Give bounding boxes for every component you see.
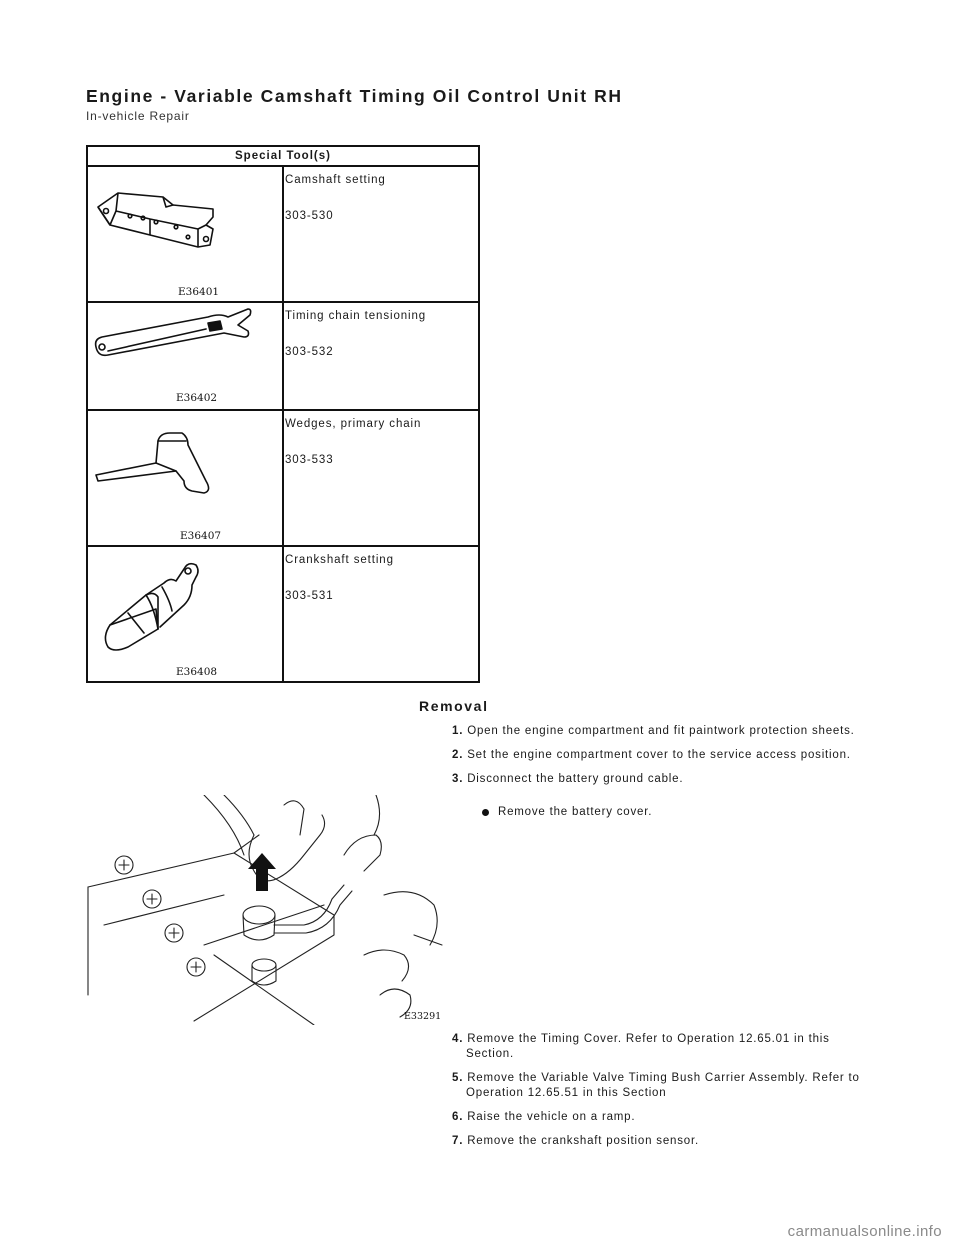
tool-row [87,410,479,546]
tool-name: Crankshaft setting [285,554,394,566]
step-item [452,772,872,787]
tool-number: 303-530 [285,210,334,222]
page-title: Engine - Variable Camshaft Timing Oil Control Unit RH [86,86,623,106]
watermark: carmanualsonline.info [787,1223,942,1240]
step-number: 6. [452,1111,464,1123]
bullet-icon [482,809,489,816]
step-number: 4. [452,1033,464,1045]
tool-name: Timing chain tensioning [285,310,427,322]
tool-row [87,546,479,682]
figure-label: E33291 [404,1011,442,1022]
tool-number: 303-531 [285,590,334,602]
sub-step-bullet [482,805,872,820]
step-number: 2. [452,749,464,761]
crankshaft-setting-tool-icon [88,547,272,681]
tool-description-cell [283,546,479,682]
step-item [452,1071,872,1101]
step-text: Open the engine compartment and fit paintwork protection sheets. [467,725,855,737]
figure-label: E36408 [176,666,218,678]
tool-name: Wedges, primary chain [285,418,422,430]
tool-illustration-cell [87,410,283,546]
step-text: Remove the crankshaft position sensor. [467,1135,699,1147]
step-item [452,1032,872,1062]
figure-label: E36401 [178,286,220,298]
tool-number: 303-533 [285,454,334,466]
camshaft-setting-tool-icon [88,167,272,301]
step-text: Set the engine compartment cover to the service access position. [467,749,851,761]
tool-name: Camshaft setting [285,174,386,186]
page-subtitle: In-vehicle Repair [86,109,190,123]
tool-description-cell [283,302,479,410]
step-number: 5. [452,1072,464,1084]
step-text: Disconnect the battery ground cable. [467,773,684,785]
primary-chain-wedge-tool-icon [88,411,272,545]
special-tools-heading: Special Tool(s) [87,146,479,166]
tool-description-cell [283,410,479,546]
removal-steps-continued [452,1032,872,1158]
tool-description-cell [283,166,479,302]
tool-illustration-cell [87,302,283,410]
step-text: Raise the vehicle on a ramp. [467,1111,636,1123]
removal-steps [452,724,872,820]
figure-label: E36407 [180,530,222,542]
step-number: 3. [452,773,464,785]
step-number: 7. [452,1135,464,1147]
battery-ground-cable-illustration [84,795,444,1025]
tool-illustration-cell [87,546,283,682]
bullet-text: Remove the battery cover. [498,806,653,818]
timing-chain-tensioning-tool-icon [88,303,272,409]
tool-row [87,166,479,302]
removal-heading: Removal [419,698,489,714]
special-tools-table [86,145,480,683]
step-number: 1. [452,725,464,737]
tool-number: 303-532 [285,346,334,358]
step-text: Remove the Timing Cover. Refer to Operation 12.65.01 in this Section. [466,1033,830,1060]
figure-label: E36402 [176,392,218,404]
tool-row [87,302,479,410]
step-item [452,1110,872,1125]
step-item [452,1134,872,1149]
step-text: Remove the Variable Valve Timing Bush Carrier Assembly. Refer to Operation 12.65.51 in this Section [466,1072,860,1099]
tool-illustration-cell [87,166,283,302]
step-item [452,748,872,763]
step-item [452,724,872,739]
